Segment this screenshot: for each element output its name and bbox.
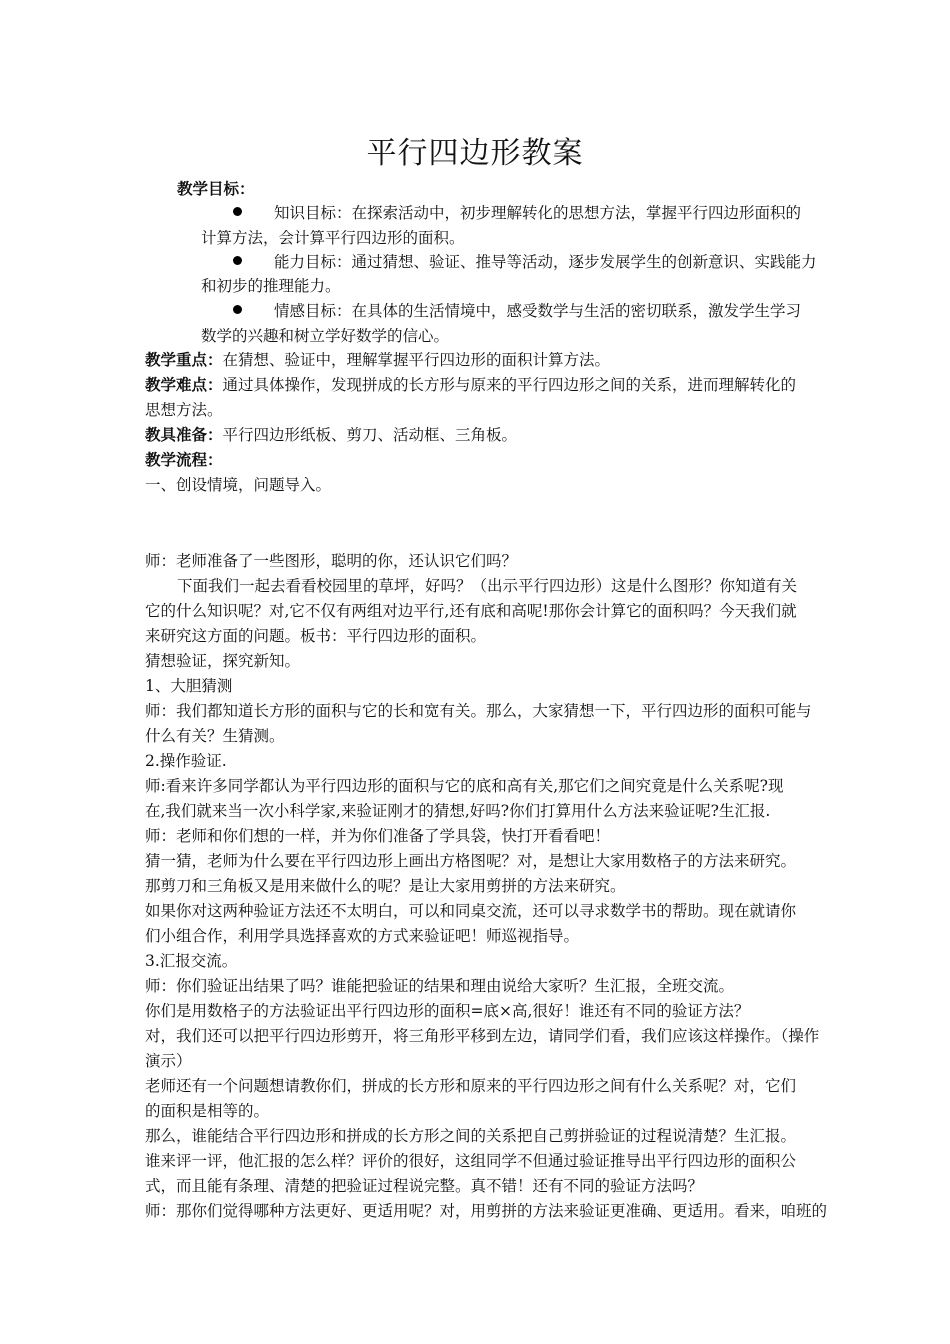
paragraph-line: 来研究这方面的问题。板书：平行四边形的面积。: [145, 627, 487, 645]
goal-line: 和初步的推理能力。: [201, 277, 341, 295]
document-title: 平行四边形教案: [366, 136, 584, 171]
goal-line: 情感目标：在具体的生活情境中，感受数学与生活的密切联系，激发学生学习: [274, 302, 802, 320]
paragraph-line: 师：你们验证出结果了吗？谁能把验证的结果和理由说给大家听？生汇报，全班交流。: [145, 977, 735, 995]
paragraph-line: 什么有关？生猜测。: [145, 727, 285, 745]
paragraph-line: 那剪刀和三角板又是用来做什么的呢？是让大家用剪拼的方法来研究。: [145, 877, 626, 895]
paragraph-line: 它的什么知识呢？对,它不仅有两组对边平行,还有底和高呢!那你会计算它的面积吗？今天我们就: [145, 602, 797, 620]
paragraph-line: 师:看来许多同学都认为平行四边形的面积与它的底和高有关,那它们之间究竟是什么关系呢?现: [145, 777, 784, 795]
paragraph-line: 你们是用数格子的方法验证出平行四边形的面积=底×高,很好！谁还有不同的验证方法？: [145, 1002, 750, 1020]
goals-heading: 教学目标：: [177, 179, 255, 198]
tools: [145, 422, 517, 448]
section-heading: 3.汇报交流。: [145, 952, 238, 970]
paragraph-line: 师：老师准备了一些图形，聪明的你，还认识它们吗？: [145, 552, 518, 570]
goal-line: 计算方法，会计算平行四边形的面积。: [201, 229, 465, 247]
key-point-text: 在猜想、验证中，理解掌握平行四边形的面积计算方法。: [222, 351, 611, 369]
goal-line: 能力目标：通过猜想、验证、推导等活动，逐步发展学生的创新意识、实践能力: [274, 253, 817, 271]
goal-item-knowledge: [233, 200, 801, 226]
paragraph-line: 的面积是相等的。: [145, 1102, 270, 1120]
difficulty-text: 通过具体操作，发现拼成的长方形与原来的平行四边形之间的关系，进而理解转化的: [222, 376, 797, 394]
section-heading: 猜想验证，探究新知。: [145, 652, 301, 670]
paragraph-line: 师：我们都知道长方形的面积与它的长和宽有关。那么，大家猜想一下，平行四边形的面积可能与: [145, 702, 812, 720]
paragraph-line: 们小组合作，利用学具选择喜欢的方式来验证吧！师巡视指导。: [145, 927, 580, 945]
paragraph-line: 那么，谁能结合平行四边形和拼成的长方形之间的关系把自己剪拼验证的过程说清楚？生汇报。: [145, 1127, 797, 1145]
process-label: 教学流程：: [145, 450, 223, 469]
goal-item-ability: [233, 249, 817, 275]
paragraph-line: 对，我们还可以把平行四边形剪开，将三角形平移到左边，请同学们看，我们应该这样操作。（操作: [145, 1027, 820, 1045]
paragraph-line: 谁来评一评，他汇报的怎么样？评价的很好，这组同学不但通过验证推导出平行四边形的面积公: [145, 1152, 797, 1170]
goal-line: 知识目标：在探索活动中，初步理解转化的思想方法，掌握平行四边形面积的: [274, 204, 802, 222]
paragraph-line: 下面我们一起去看看校园里的草坪，好吗？（出示平行四边形）这是什么图形？你知道有关: [177, 577, 798, 595]
paragraph-line: 如果你对这两种验证方法还不太明白，可以和同桌交流，还可以寻求数学书的帮助。现在就请你: [145, 902, 797, 920]
section-heading: 1、大胆猜测: [145, 677, 233, 695]
difficulty: [145, 372, 796, 398]
key-point-label: 教学重点：: [145, 350, 223, 369]
difficulty-text-cont: 思想方法。: [145, 401, 223, 419]
bullet-icon: [233, 305, 242, 314]
paragraph-line: 在,我们就来当一次小科学家,来验证刚才的猜想,好吗?你们打算用什么方法来验证呢?生汇报.: [145, 802, 771, 820]
key-point: [145, 347, 610, 373]
paragraph-line: 师：老师和你们想的一样，并为你们准备了学具袋，快打开看看吧！: [145, 827, 611, 845]
goal-item-emotion: [233, 298, 801, 324]
tools-label: 教具准备：: [145, 425, 223, 444]
paragraph-line: 老师还有一个问题想请教你们，拼成的长方形和原来的平行四边形之间有什么关系呢？对，它们: [145, 1077, 797, 1095]
paragraph-line: 一、创设情境，问题导入。: [145, 476, 332, 494]
tools-text: 平行四边形纸板、剪刀、活动框、三角板。: [222, 426, 518, 444]
paragraph-line: 式，而且能有条理、清楚的把验证过程说完整。真不错！还有不同的验证方法吗？: [145, 1177, 704, 1195]
goal-line: 数学的兴趣和树立学好数学的信心。: [201, 327, 450, 345]
paragraph-line: 师：那你们觉得哪种方法更好、更适用呢？对，用剪拼的方法来验证更准确、更适用。看来，咱班的: [145, 1202, 828, 1220]
paragraph-line: 猜一猜，老师为什么要在平行四边形上画出方格图呢？对，是想让大家用数格子的方法来研究。: [145, 852, 797, 870]
paragraph-line: 演示）: [145, 1052, 192, 1070]
difficulty-label: 教学难点：: [145, 375, 223, 394]
bullet-icon: [233, 207, 242, 216]
bullet-icon: [233, 256, 242, 265]
section-heading: 2.操作验证.: [145, 752, 227, 770]
